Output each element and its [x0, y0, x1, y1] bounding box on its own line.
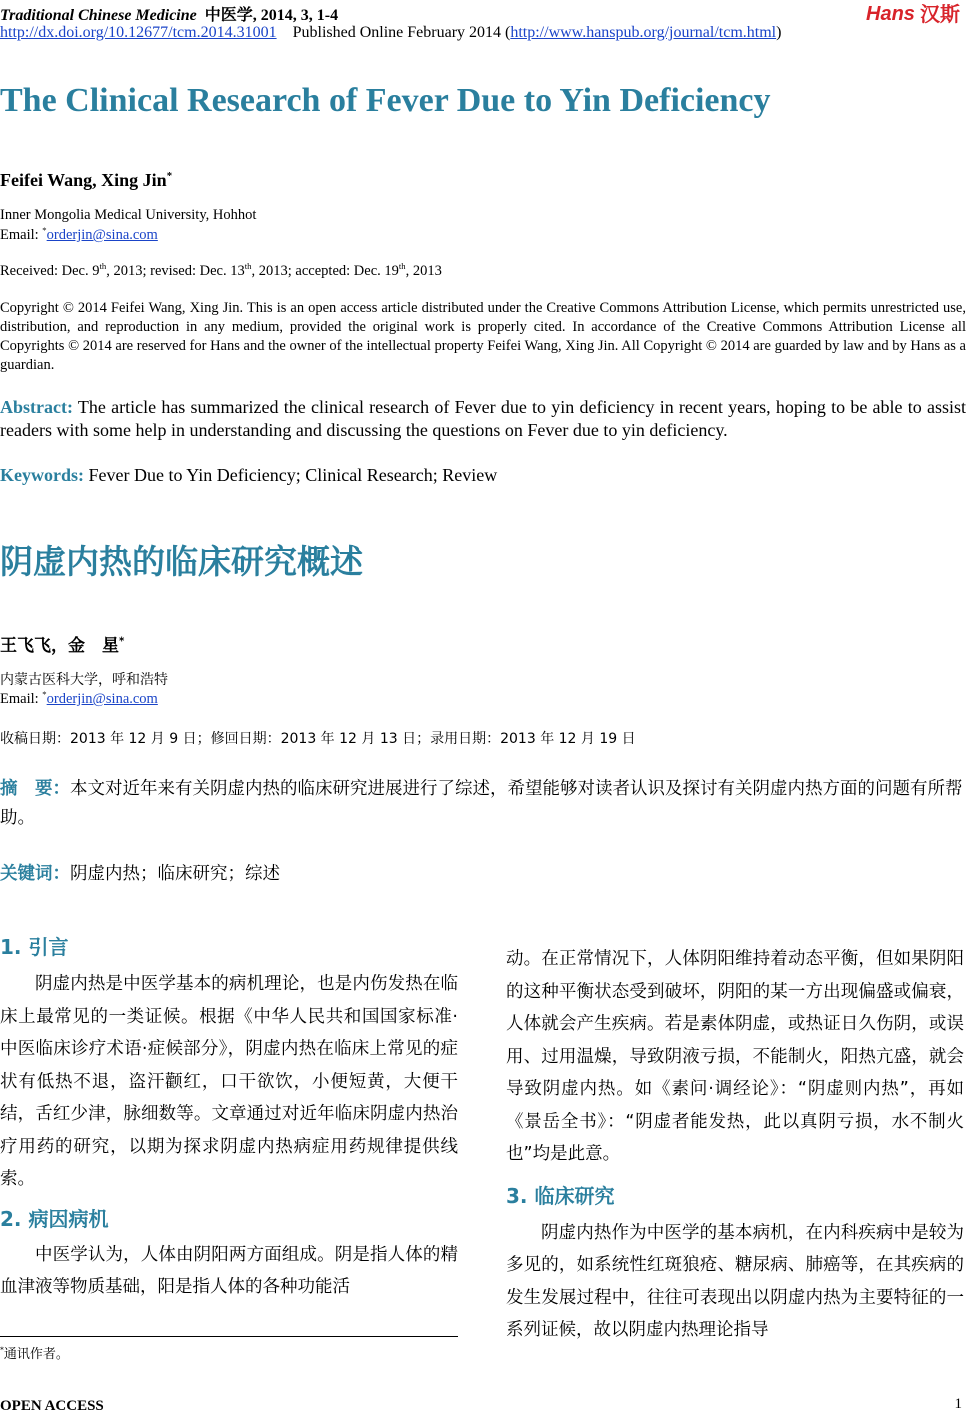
paragraph-clinical: 阴虚内热作为中医学的基本病机，在内科疾病中是较为多见的，如系统性红斑狼疮、糖尿病、肺癌等，在其疾病的发生发展过程中，往往可表现出以阴虚内热为主要特征的一系列证候，故以阴虚内热理论指导	[506, 1222, 964, 1340]
email-link-zh[interactable]: orderjin@sina.com	[46, 691, 158, 707]
journal-name-cn: 中医学	[204, 7, 253, 24]
abstract-label-en: Abstract:	[0, 397, 73, 417]
email-mark-zh: *	[42, 689, 47, 700]
section-heading-intro: 1. 引言	[0, 935, 69, 959]
journal-url-link[interactable]: http://www.hanspub.org/journal/tcm.html	[510, 24, 777, 41]
corresponding-mark-zh: *	[119, 636, 125, 648]
authors-en	[0, 170, 172, 191]
footnote-mark: *	[0, 1345, 4, 1355]
received-dates-en	[0, 262, 442, 281]
keywords-text-en: Fever Due to Yin Deficiency; Clinical Research; Review	[84, 465, 498, 485]
email-label: Email:	[0, 227, 43, 243]
published-close: )	[776, 24, 782, 41]
corresponding-mark: *	[166, 170, 173, 182]
received-text: Received: Dec. 9	[0, 263, 100, 279]
footnote-rule	[0, 1336, 458, 1337]
affiliation-en: Inner Mongolia Medical University, Hohhot	[0, 207, 257, 223]
footnote-text: 通讯作者。	[3, 1347, 69, 1362]
author-names-zh: 王飞飞，金 星	[0, 636, 119, 656]
author-names-en: Feifei Wang, Xing Jin	[0, 170, 167, 190]
body-column-right	[506, 943, 964, 1347]
authors-zh	[0, 631, 124, 656]
keywords-zh	[0, 860, 280, 885]
paragraph-intro: 阴虚内热是中医学基本的病机理论，也是内伤发热在临床上最常见的一类证候。根据《中华人民共和国国家标准·中医临床诊疗术语·症候部分》，阴虚内热在临床上常见的症状有低热不退，盗汗颧红，口干欲饮，小便短黄，大便干结，舌红少津，脉细数等。文章通过对近年临床阴虚内热治疗用药的研究，以期为探求阴虚内热病症用药规律提供线索。	[0, 974, 458, 1189]
section-heading-etiology: 2. 病因病机	[0, 1206, 109, 1231]
email-line-zh	[0, 690, 158, 709]
publication-line	[0, 24, 781, 42]
revised-text: , 2013; revised: Dec. 13	[106, 263, 245, 279]
abstract-en	[0, 396, 966, 442]
abstract-text-en: The article has summarized the clinical research of Fever due to yin deficiency in recent years, hoping to be able to assist readers with some help in understanding and discussing the questions on Fever due to yin deficiency.	[0, 397, 966, 440]
journal-name: Traditional Chinese Medicine	[0, 7, 197, 24]
page-number: 1	[954, 1396, 962, 1412]
keywords-text-zh: 阴虚内热；临床研究；综述	[70, 864, 280, 884]
ordinal-sup: th	[244, 261, 252, 272]
abstract-label-zh: 摘 要：	[0, 779, 70, 799]
email-label-zh: Email:	[0, 691, 43, 707]
hans-logo	[866, 1, 964, 25]
logo-text-cn: 汉斯	[920, 2, 960, 25]
abstract-zh	[0, 775, 966, 833]
email-link-en[interactable]: orderjin@sina.com	[46, 227, 158, 243]
email-mark: *	[42, 225, 47, 236]
ordinal-sup: th	[398, 261, 406, 272]
logo-text: Hans	[866, 3, 915, 25]
volume-info: , 2014, 3, 1-4	[252, 7, 339, 24]
year-text: , 2013	[405, 263, 442, 279]
section-heading-clinical: 3. 临床研究	[506, 1183, 615, 1208]
footnote	[0, 1343, 69, 1362]
accepted-text: , 2013; accepted: Dec. 19	[251, 263, 399, 279]
abstract-text-zh: 本文对近年来有关阴虚内热的临床研究进展进行了综述，希望能够对读者认识及探讨有关阴虚内热方面的问题有所帮助。	[0, 779, 963, 828]
received-dates-zh: 收稿日期：2013 年 12 月 9 日；修回日期：2013 年 12 月 13 日；录用日期：2013 年 12 月 19 日	[0, 731, 636, 747]
doi-link[interactable]: http://dx.doi.org/10.12677/tcm.2014.31001	[0, 24, 277, 41]
paper-title-en: The Clinical Research of Fever Due to Yin Deficiency	[0, 82, 771, 119]
ordinal-sup: th	[99, 261, 107, 272]
keywords-en	[0, 465, 497, 486]
paragraph-etiology-continued: 动。在正常情况下，人体阴阳维持着动态平衡，但如果阴阳的这种平衡状态受到破坏，阴阳的某一方出现偏盛或偏衰，人体就会产生疾病。若是素体阴虚，或热证日久伤阴，或误用、过用温燥，导致阴液亏损，不能制火，阳热亢盛，就会导致阴虚内热。如《素问·调经论》：“阴虚则内热”，再如《景岳全书》：“阴虚者能发热，此以真阴亏损，水不制火也”均是此意。	[506, 949, 964, 1164]
body-column-left	[0, 932, 458, 1304]
published-text: Published Online February 2014 (	[292, 24, 511, 41]
keywords-label-en: Keywords:	[0, 465, 84, 485]
paper-title-zh: 阴虚内热的临床研究概述	[0, 542, 363, 581]
running-header	[0, 2, 338, 25]
email-line-en	[0, 226, 158, 245]
open-access-label: OPEN ACCESS	[0, 1398, 104, 1414]
keywords-label-zh: 关键词：	[0, 864, 70, 884]
paragraph-etiology: 中医学认为，人体由阴阳两方面组成。阴是指人体的精血津液等物质基础，阳是指人体的各种功能活	[0, 1244, 458, 1297]
affiliation-zh: 内蒙古医科大学，呼和浩特	[0, 672, 168, 688]
copyright-notice: Copyright © 2014 Feifei Wang, Xing Jin. This is an open access article distributed under the Creative Commons Attribution License, which permits unrestricted use, distribution, and reproduction in any medium, provided the original work is properly cited. In accordance of the Creative Commons Attribution License all Copyrights © 2014 are reserved for Hans and the owner of the intellectual property Feifei Wang, Xing Jin. All Copyright © 2014 are guarded by law and by Hans as a guardian.	[0, 300, 966, 373]
